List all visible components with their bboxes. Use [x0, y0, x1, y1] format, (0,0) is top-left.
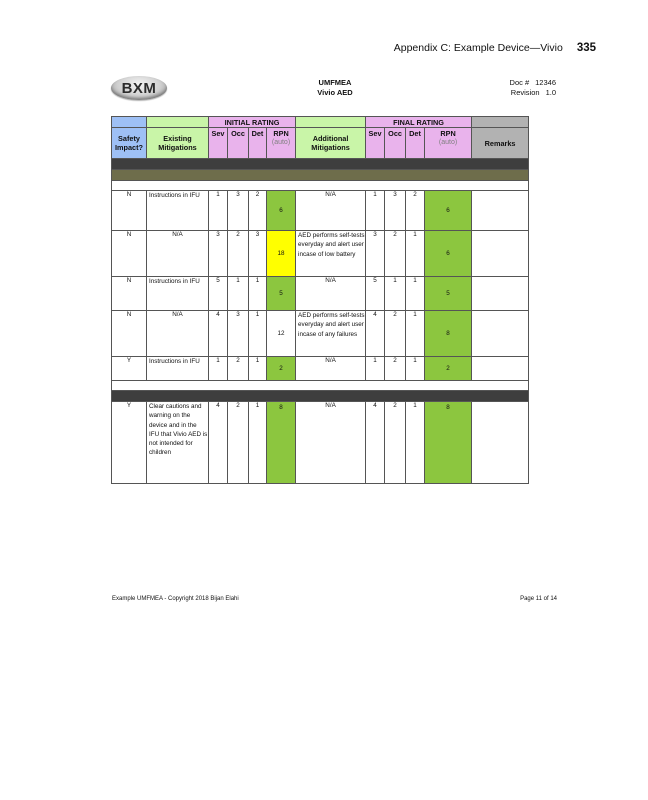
- remarks-header: Remarks: [472, 128, 529, 159]
- final-occ-cell: 2: [385, 357, 406, 381]
- final-sev-cell: 4: [366, 402, 385, 484]
- table-row: [112, 402, 529, 484]
- page-header-title: Appendix C: Example Device—Vivio: [393, 42, 563, 54]
- existing-mitigations-cell: N/A: [147, 311, 209, 357]
- existing-mitigations-cell: N/A: [147, 231, 209, 277]
- final-occ-header: Occ: [385, 128, 406, 159]
- section-divider: [112, 170, 529, 181]
- remarks-cell: [472, 357, 529, 381]
- final-occ-cell: 3: [385, 191, 406, 231]
- det-cell: 2: [249, 191, 267, 231]
- rpn-cell: 6: [267, 191, 296, 231]
- final-sev-cell: 3: [366, 231, 385, 277]
- final-sev-cell: 1: [366, 357, 385, 381]
- final-rpn-header: [425, 128, 472, 159]
- det-cell: 3: [249, 231, 267, 277]
- initial-rating-header: INITIAL RATING: [209, 117, 296, 128]
- sev-cell: 3: [209, 231, 228, 277]
- rpn-cell: 8: [267, 402, 296, 484]
- safety-impact-cell: N: [112, 311, 147, 357]
- occ-cell: 2: [228, 357, 249, 381]
- rpn-cell: 12: [267, 311, 296, 357]
- final-sev-header: Sev: [366, 128, 385, 159]
- bxm-logo: [111, 76, 167, 100]
- sev-cell: 1: [209, 357, 228, 381]
- rpn-label: RPN: [273, 129, 289, 138]
- document-title: [280, 78, 390, 98]
- revision-label: Revision: [510, 88, 540, 97]
- det-cell: 1: [249, 357, 267, 381]
- safety-impact-cell: N: [112, 191, 147, 231]
- det-cell: 1: [249, 277, 267, 311]
- final-det-cell: 1: [406, 277, 425, 311]
- occ-cell: 2: [228, 231, 249, 277]
- page-number: 335: [576, 42, 596, 54]
- existing-mitigations-header: Existing Mitigations: [147, 128, 209, 159]
- safety-impact-cell: Y: [112, 402, 147, 484]
- header-row-group: [112, 117, 529, 128]
- final-occ-cell: 2: [385, 402, 406, 484]
- occ-cell: 2: [228, 402, 249, 484]
- section-divider: [112, 391, 529, 402]
- rpn-cell: 18: [267, 231, 296, 277]
- existing-mitigations-cell: Instructions in IFU: [147, 357, 209, 381]
- footer-page-number: Page 11 of 14: [520, 596, 557, 602]
- remarks-cell: [472, 402, 529, 484]
- sev-cell: 4: [209, 311, 228, 357]
- header-row-columns: [112, 128, 529, 159]
- final-occ-cell: 2: [385, 311, 406, 357]
- final-rpn-cell: 2: [425, 357, 472, 381]
- table-row: [112, 191, 529, 231]
- section-divider: [112, 159, 529, 170]
- sev-cell: 4: [209, 402, 228, 484]
- safety-impact-header: Safety Impact?: [112, 128, 147, 159]
- sev-header: Sev: [209, 128, 228, 159]
- additional-mitigations-cell: N/A: [296, 191, 366, 231]
- final-det-cell: 1: [406, 402, 425, 484]
- final-rating-header: FINAL RATING: [366, 117, 472, 128]
- det-header: Det: [249, 128, 267, 159]
- final-rpn-cell: 6: [425, 231, 472, 277]
- det-cell: 1: [249, 311, 267, 357]
- existing-mitigations-cell: Instructions in IFU: [147, 277, 209, 311]
- spacer-row: [112, 181, 529, 191]
- det-cell: 1: [249, 402, 267, 484]
- final-rpn-cell: 8: [425, 402, 472, 484]
- umfmea-table: [111, 116, 529, 484]
- logo-text: BXM: [121, 79, 157, 97]
- remarks-cell: [472, 277, 529, 311]
- document-meta: [510, 78, 556, 98]
- existing-mitigations-cell: Instructions in IFU: [147, 191, 209, 231]
- final-det-cell: 1: [406, 231, 425, 277]
- final-sev-cell: 4: [366, 311, 385, 357]
- final-occ-cell: 1: [385, 277, 406, 311]
- doc-number: 12346: [535, 78, 556, 87]
- final-rpn-auto-label: (auto): [438, 139, 458, 146]
- rpn-cell: 5: [267, 277, 296, 311]
- final-det-cell: 1: [406, 311, 425, 357]
- remarks-cell: [472, 231, 529, 277]
- additional-mitigations-header: Additional Mitigations: [296, 128, 366, 159]
- existing-mitigations-cell: Clear cautions and warning on the device and in the IFU that Vivio AED is not intended for children: [147, 402, 209, 484]
- occ-cell: 3: [228, 191, 249, 231]
- table-row: [112, 277, 529, 311]
- safety-impact-cell: Y: [112, 357, 147, 381]
- final-rpn-cell: 8: [425, 311, 472, 357]
- table-row: [112, 311, 529, 357]
- final-det-cell: 1: [406, 357, 425, 381]
- final-occ-cell: 2: [385, 231, 406, 277]
- occ-header: Occ: [228, 128, 249, 159]
- page-header: [394, 42, 596, 54]
- rpn-header: [267, 128, 296, 159]
- additional-mitigations-cell: AED performs self-tests everyday and alert user incase of low battery: [296, 231, 366, 277]
- footer-copyright: Example UMFMEA - Copyright 2018 Bijan Elahi: [112, 596, 239, 602]
- spacer-row: [112, 381, 529, 391]
- final-sev-cell: 5: [366, 277, 385, 311]
- table-row: [112, 357, 529, 381]
- final-rpn-label: RPN: [440, 129, 456, 138]
- final-rpn-cell: 6: [425, 191, 472, 231]
- document-title-line2: Vivio AED: [317, 88, 353, 97]
- doc-number-label: Doc #: [509, 78, 530, 87]
- occ-cell: 3: [228, 311, 249, 357]
- safety-impact-cell: N: [112, 277, 147, 311]
- additional-mitigations-cell: N/A: [296, 277, 366, 311]
- rpn-cell: 2: [267, 357, 296, 381]
- final-sev-cell: 1: [366, 191, 385, 231]
- safety-impact-cell: N: [112, 231, 147, 277]
- final-det-header: Det: [406, 128, 425, 159]
- document-title-line1: UMFMEA: [318, 78, 352, 87]
- rpn-auto-label: (auto): [271, 139, 291, 146]
- remarks-cell: [472, 191, 529, 231]
- sev-cell: 5: [209, 277, 228, 311]
- additional-mitigations-cell: N/A: [296, 357, 366, 381]
- occ-cell: 1: [228, 277, 249, 311]
- table-row: [112, 231, 529, 277]
- sev-cell: 1: [209, 191, 228, 231]
- revision-value: 1.0: [545, 88, 556, 97]
- additional-mitigations-cell: AED performs self-tests everyday and alert user incase of any failures: [296, 311, 366, 357]
- remarks-cell: [472, 311, 529, 357]
- additional-mitigations-cell: N/A: [296, 402, 366, 484]
- final-det-cell: 2: [406, 191, 425, 231]
- final-rpn-cell: 5: [425, 277, 472, 311]
